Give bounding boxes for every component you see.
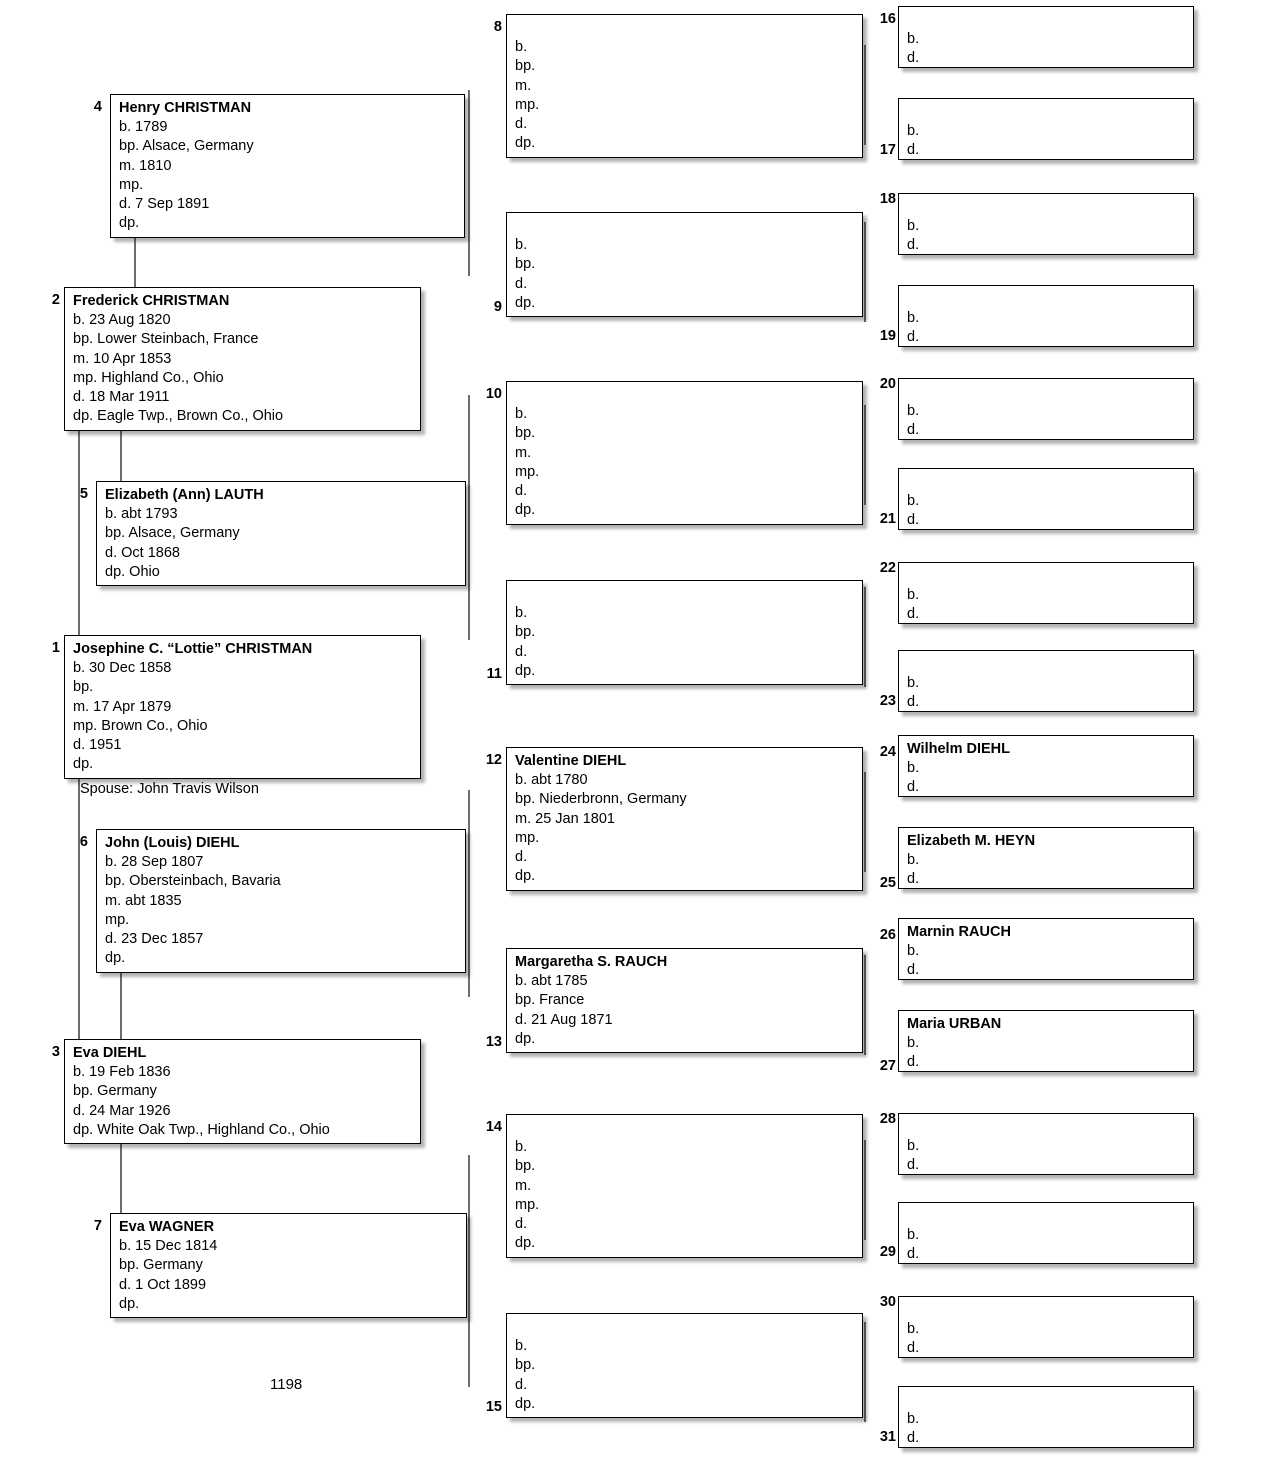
person-name: Valentine DIEHL	[515, 753, 627, 769]
person-detail: b. abt 1793	[105, 506, 178, 523]
person-box-25[interactable]	[898, 827, 1194, 889]
person-name: Margaretha S. RAUCH	[515, 954, 668, 970]
person-number-6: 6	[79, 834, 88, 850]
person-number-19: 19	[879, 328, 896, 344]
person-detail: d. 1 Oct 1899	[119, 1276, 207, 1293]
person-name: John (Louis) DIEHL	[105, 835, 240, 851]
person-box-24[interactable]	[898, 735, 1194, 797]
person-name	[515, 386, 854, 405]
connector	[864, 45, 866, 90]
person-detail: bp.	[73, 679, 94, 696]
person-detail: b.	[907, 1035, 920, 1052]
person-detail: d.	[907, 779, 920, 796]
person-number-11: 11	[486, 666, 502, 682]
person-detail: b.	[907, 31, 920, 48]
person-detail: d.	[907, 1054, 920, 1071]
person-box-23[interactable]	[898, 650, 1194, 712]
person-number-20: 20	[879, 376, 896, 392]
person-detail: d. Oct 1868	[105, 544, 180, 561]
person-box-10[interactable]	[506, 381, 863, 525]
person-name	[907, 655, 1185, 674]
person-detail: mp. Brown Co., Ohio	[73, 717, 208, 734]
person-detail: mp.	[515, 96, 540, 113]
person-name	[907, 1301, 1185, 1320]
person-detail: b.	[907, 587, 920, 604]
person-detail: dp.	[515, 1395, 536, 1412]
person-number-16: 16	[879, 11, 896, 27]
person-name	[907, 1207, 1185, 1226]
person-name: Eva WAGNER	[119, 1219, 215, 1235]
person-detail: mp.	[515, 829, 540, 846]
person-detail: dp.	[515, 502, 536, 519]
person-number-7: 7	[93, 1218, 102, 1234]
person-detail: d.	[515, 1216, 528, 1233]
person-detail: b.	[907, 1411, 920, 1428]
person-name	[515, 19, 854, 38]
person-detail: d.	[907, 962, 920, 979]
person-box-15[interactable]	[506, 1313, 863, 1418]
connector	[468, 862, 470, 997]
connector	[864, 1140, 866, 1185]
person-detail: bp.	[515, 58, 536, 75]
person-detail: d.	[907, 329, 920, 346]
person-detail: dp.	[73, 756, 94, 773]
person-name	[907, 103, 1185, 122]
connector	[468, 395, 470, 510]
person-name	[515, 217, 854, 236]
connector	[864, 955, 866, 1000]
person-box-30[interactable]	[898, 1296, 1194, 1358]
person-detail: d.	[515, 116, 528, 133]
person-detail: dp.	[515, 662, 536, 679]
person-detail: b. 28 Sep 1807	[105, 854, 204, 871]
person-detail: b.	[907, 310, 920, 327]
person-detail: b.	[907, 218, 920, 235]
person-detail: bp.	[515, 1357, 536, 1374]
person-number-31: 31	[879, 1429, 896, 1445]
person-box-1[interactable]	[64, 635, 421, 779]
person-box-19[interactable]	[898, 285, 1194, 347]
connector	[864, 1000, 866, 1055]
person-number-28: 28	[879, 1111, 896, 1127]
person-box-31[interactable]	[898, 1386, 1194, 1448]
person-detail: bp. Niederbronn, Germany	[515, 791, 687, 808]
person-detail: dp.	[515, 1235, 536, 1252]
person-detail: m. 17 Apr 1879	[73, 698, 172, 715]
person-number-27: 27	[879, 1058, 896, 1074]
person-box-29[interactable]	[898, 1202, 1194, 1264]
person-name	[907, 1118, 1185, 1137]
person-detail: bp.	[515, 425, 536, 442]
connector	[864, 405, 866, 450]
person-detail: m. 25 Jan 1801	[515, 810, 615, 827]
person-detail: dp. Ohio	[105, 563, 160, 580]
person-name	[515, 585, 854, 604]
person-detail: d. 24 Mar 1926	[73, 1102, 171, 1119]
person-box-26[interactable]	[898, 918, 1194, 980]
person-detail: b.	[907, 943, 920, 960]
person-box-3[interactable]	[64, 1039, 421, 1144]
person-box-11[interactable]	[506, 580, 863, 685]
person-number-15: 15	[485, 1399, 502, 1415]
person-detail: b.	[907, 1321, 920, 1338]
person-detail: d.	[907, 142, 920, 159]
person-name: Elizabeth M. HEYN	[907, 833, 1036, 849]
person-detail: d.	[907, 1246, 920, 1263]
person-detail: mp.	[515, 463, 540, 480]
connector	[468, 1247, 470, 1387]
person-detail: d. 18 Mar 1911	[73, 389, 170, 406]
person-name	[907, 290, 1185, 309]
person-detail: b. abt 1785	[515, 973, 588, 990]
person-detail: m.	[515, 77, 532, 94]
person-detail: d.	[907, 422, 920, 439]
person-detail: d. 7 Sep 1891	[119, 196, 210, 213]
person-detail: b.	[907, 1227, 920, 1244]
person-box-12[interactable]	[506, 747, 863, 891]
person-name	[907, 11, 1185, 30]
person-detail: d.	[515, 275, 528, 292]
person-number-21: 21	[879, 511, 896, 527]
person-detail: dp.	[119, 1295, 140, 1312]
person-detail: b.	[515, 605, 528, 622]
connector	[864, 772, 866, 817]
person-detail: m. abt 1835	[105, 892, 182, 909]
person-detail: b.	[515, 1338, 528, 1355]
person-box-4[interactable]	[110, 94, 465, 238]
person-detail: b.	[907, 675, 920, 692]
person-detail: d.	[907, 1340, 920, 1357]
person-detail: b. 19 Feb 1836	[73, 1064, 171, 1081]
person-detail: dp.	[515, 135, 536, 152]
connector	[864, 1185, 866, 1240]
person-box-9[interactable]	[506, 212, 863, 317]
connector	[864, 222, 866, 267]
person-detail: bp. Alsace, Germany	[119, 138, 254, 155]
person-detail: bp.	[515, 256, 536, 273]
person-name: Eva DIEHL	[73, 1045, 147, 1061]
person-detail: d.	[515, 849, 528, 866]
person-detail: bp. Germany	[119, 1257, 203, 1274]
person-name	[907, 1391, 1185, 1410]
person-detail: dp.	[119, 215, 140, 232]
person-name: Frederick CHRISTMAN	[73, 293, 230, 309]
person-number-18: 18	[879, 191, 896, 207]
person-detail: d.	[907, 512, 920, 529]
person-detail: b.	[907, 1138, 920, 1155]
person-box-17[interactable]	[898, 98, 1194, 160]
connector	[864, 817, 866, 872]
connector	[864, 267, 866, 322]
person-detail: dp.	[515, 294, 536, 311]
person-box-2[interactable]	[64, 287, 421, 431]
person-detail: b.	[907, 493, 920, 510]
person-number-17: 17	[879, 142, 896, 158]
person-number-29: 29	[879, 1244, 896, 1260]
person-name: Maria URBAN	[907, 1016, 1002, 1032]
person-detail: d.	[907, 237, 920, 254]
person-name: Wilhelm DIEHL	[907, 741, 1010, 757]
person-number-3: 3	[51, 1044, 60, 1060]
person-detail: d.	[515, 483, 528, 500]
person-detail: d.	[907, 694, 920, 711]
connector	[864, 1367, 866, 1422]
person-number-14: 14	[485, 1119, 502, 1135]
person-detail: m. 1810	[119, 157, 172, 174]
person-detail: b.	[515, 406, 528, 423]
person-box-21[interactable]	[898, 468, 1194, 530]
connector	[864, 632, 866, 687]
person-detail: d. 23 Dec 1857	[105, 931, 204, 948]
person-detail: d.	[907, 1430, 920, 1447]
connector	[468, 510, 470, 640]
connector	[468, 1155, 470, 1247]
page-number: 1198	[270, 1376, 303, 1393]
person-box-8[interactable]	[506, 14, 863, 158]
person-detail: b.	[515, 1139, 528, 1156]
person-detail: bp. Lower Steinbach, France	[73, 331, 259, 348]
connector	[864, 90, 866, 145]
person-number-2: 2	[51, 292, 60, 308]
person-box-28[interactable]	[898, 1113, 1194, 1175]
person-number-26: 26	[879, 927, 896, 943]
person-box-20[interactable]	[898, 378, 1194, 440]
person-detail: d.	[515, 643, 528, 660]
person-detail: dp.	[515, 868, 536, 885]
person-detail: b.	[907, 760, 920, 777]
person-number-12: 12	[485, 752, 502, 768]
person-detail: m.	[515, 1177, 532, 1194]
person-box-6[interactable]	[96, 829, 466, 973]
person-detail: b. 30 Dec 1858	[73, 660, 172, 677]
person-detail: b.	[907, 403, 920, 420]
person-detail: m.	[515, 444, 532, 461]
person-detail: bp. Alsace, Germany	[105, 525, 240, 542]
person-detail: m. 10 Apr 1853	[73, 350, 172, 367]
person-name: Marnin RAUCH	[907, 924, 1011, 940]
person-box-16[interactable]	[898, 6, 1194, 68]
person-number-10: 10	[485, 386, 502, 402]
person-box-27[interactable]	[898, 1010, 1194, 1072]
person-number-4: 4	[93, 99, 102, 115]
person-number-24: 24	[879, 744, 896, 760]
connector	[864, 587, 866, 632]
person-number-8: 8	[493, 19, 502, 35]
person-box-22[interactable]	[898, 562, 1194, 624]
person-name: Josephine C. “Lottie” CHRISTMAN	[73, 641, 313, 657]
person-number-30: 30	[879, 1294, 896, 1310]
person-detail: b. abt 1780	[515, 772, 588, 789]
person-detail: dp. Eagle Twp., Brown Co., Ohio	[73, 408, 284, 425]
person-name	[907, 567, 1185, 586]
person-detail: b.	[907, 123, 920, 140]
person-number-22: 22	[879, 560, 896, 576]
person-detail: d. 1951	[73, 737, 122, 754]
person-number-1: 1	[51, 640, 60, 656]
person-name	[907, 383, 1185, 402]
person-detail: d.	[907, 50, 920, 67]
person-detail: bp.	[515, 1158, 536, 1175]
person-number-13: 13	[485, 1034, 502, 1050]
person-detail: dp.	[515, 1030, 536, 1047]
person-detail: bp. Obersteinbach, Bavaria	[105, 873, 281, 890]
person-name: Henry CHRISTMAN	[119, 100, 252, 116]
person-detail: dp.	[105, 950, 126, 967]
person-box-7[interactable]	[110, 1213, 467, 1318]
person-detail: b. 1789	[119, 119, 168, 136]
person-box-13[interactable]	[506, 948, 863, 1053]
person-number-5: 5	[79, 486, 88, 502]
person-detail: dp. White Oak Twp., Highland Co., Ohio	[73, 1121, 330, 1138]
person-name	[907, 473, 1185, 492]
person-name: Elizabeth (Ann) LAUTH	[105, 487, 264, 503]
person-number-25: 25	[879, 875, 896, 891]
connector	[864, 1322, 866, 1367]
person-box-5[interactable]	[96, 481, 466, 586]
person-box-18[interactable]	[898, 193, 1194, 255]
spouse-note: Spouse: John Travis Wilson	[80, 781, 259, 797]
person-detail: bp.	[515, 624, 536, 641]
person-detail: mp. Highland Co., Ohio	[73, 369, 224, 386]
person-detail: b.	[515, 237, 528, 254]
person-detail: d.	[907, 1157, 920, 1174]
person-detail: b. 23 Aug 1820	[73, 312, 171, 329]
person-detail: mp.	[105, 911, 130, 928]
person-detail: d.	[907, 871, 920, 888]
person-name	[515, 1119, 854, 1138]
person-detail: d.	[515, 1376, 528, 1393]
person-name	[907, 198, 1185, 217]
person-detail: mp.	[515, 1196, 540, 1213]
connector	[468, 790, 470, 862]
person-detail: mp.	[119, 176, 144, 193]
person-detail: b.	[515, 39, 528, 56]
connector	[864, 450, 866, 505]
person-box-14[interactable]	[506, 1114, 863, 1258]
person-detail: bp. France	[515, 992, 585, 1009]
person-number-9: 9	[493, 299, 502, 315]
person-detail: b. 15 Dec 1814	[119, 1238, 218, 1255]
person-detail: bp. Germany	[73, 1083, 157, 1100]
person-detail: b.	[907, 852, 920, 869]
person-name	[515, 1318, 854, 1337]
person-detail: d. 21 Aug 1871	[515, 1011, 613, 1028]
person-number-23: 23	[879, 693, 896, 709]
connector	[468, 90, 470, 166]
connector	[468, 166, 470, 276]
person-detail: d.	[907, 606, 920, 623]
